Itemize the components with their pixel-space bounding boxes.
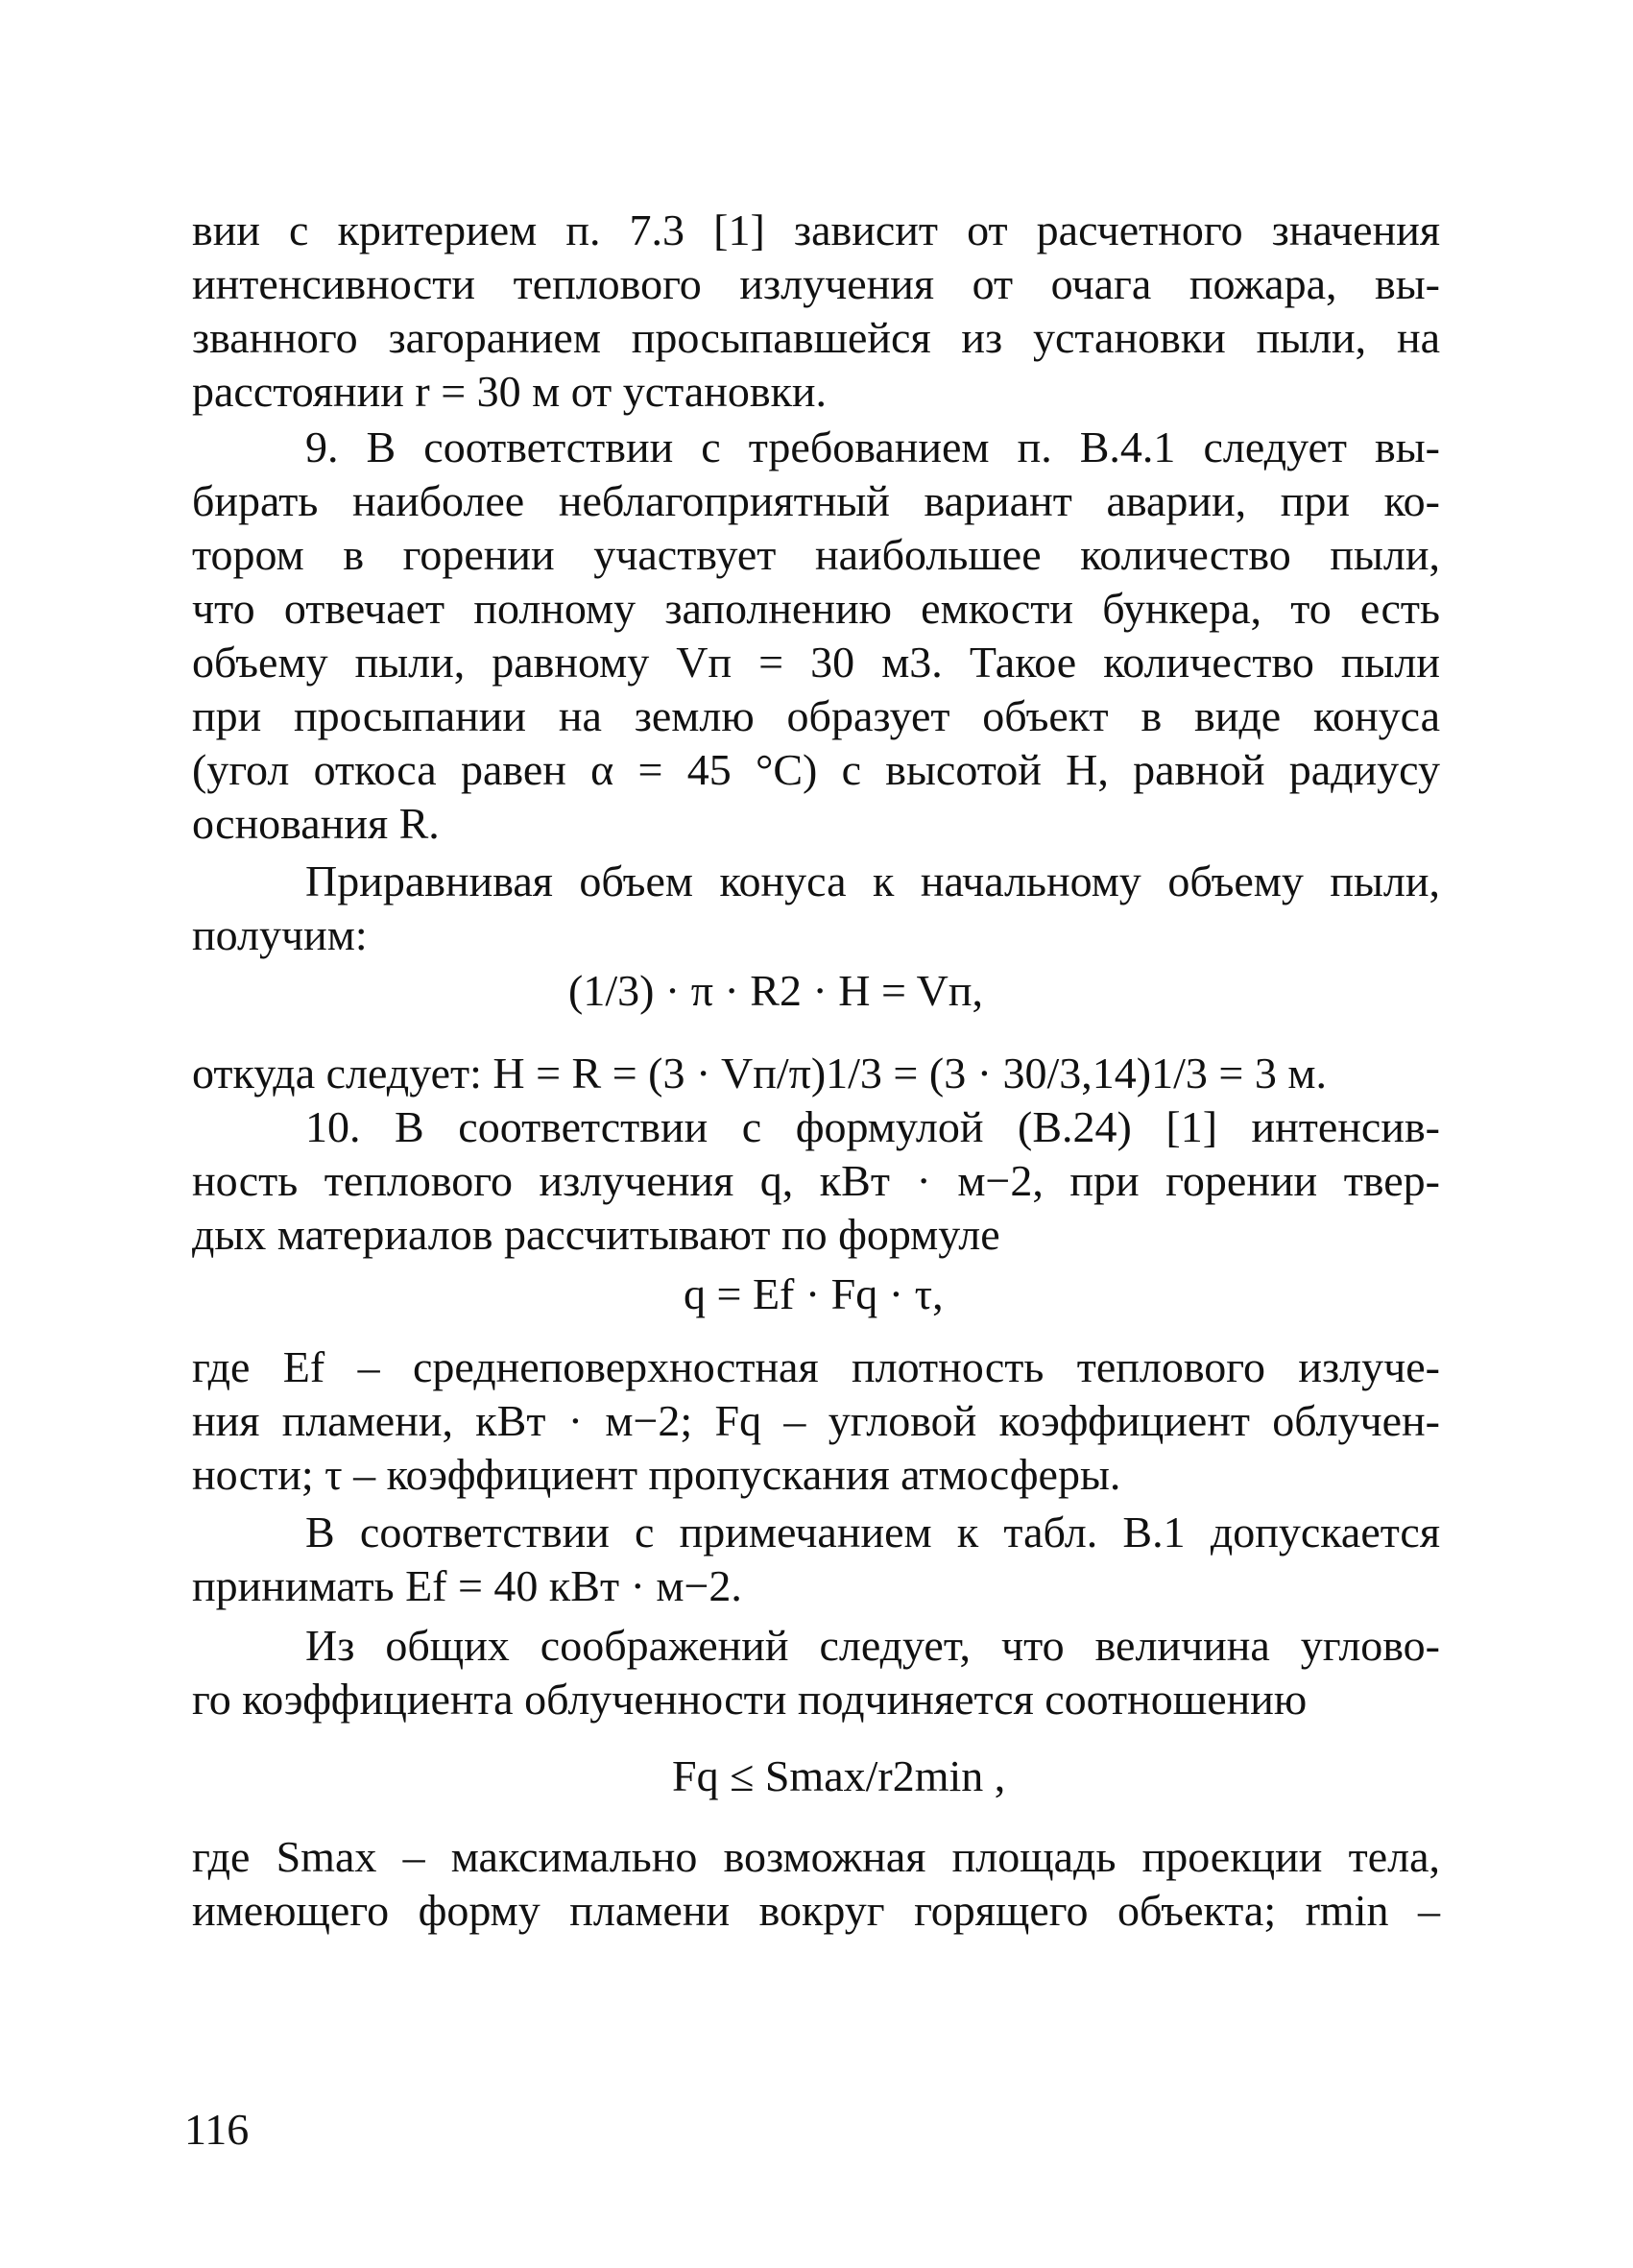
- paragraph-5: [192, 1340, 1440, 1502]
- text-line: принимать Ef = 40 кВт · м−2.: [192, 1561, 742, 1610]
- text-line: 10. В соответствии с формулой (В.24) [1] интенсив-: [305, 1102, 1440, 1151]
- paragraph-3: [192, 855, 1440, 962]
- text-line: бирать наиболее неблагоприятный вариант аварии, при ко-: [192, 476, 1440, 525]
- formula-heat-flux: q = Ef · Fq · τ,: [684, 1269, 944, 1318]
- text-line: (угол откоса равен α = 45 °С) с высотой H, равной радиусу: [192, 745, 1440, 794]
- text-line: Из общих соображений следует, что величина углово-: [305, 1621, 1440, 1670]
- text-line: 9. В соответствии с требованием п. В.4.1 следует вы-: [305, 422, 1440, 471]
- text-line: расстоянии r = 30 м от установки.: [192, 367, 828, 416]
- formula-view-factor: Fq ≤ Smax/r2min ,: [672, 1751, 1006, 1800]
- paragraph-4: [192, 1100, 1440, 1262]
- paragraph-7: [192, 1619, 1440, 1726]
- text-line: ния пламени, кВт · м−2; Fq – угловой коэффициент облучен-: [192, 1396, 1440, 1445]
- text-line: вии с критерием п. 7.3 [1] зависит от расчетного значения: [192, 205, 1440, 254]
- text-line: го коэффициента облученности подчиняется соотношению: [192, 1675, 1308, 1724]
- formula-cone-volume: (1/3) · π · R2 · H = Vп,: [568, 966, 983, 1015]
- paragraph-6: [192, 1506, 1440, 1613]
- paragraph-8: [192, 1830, 1440, 1938]
- text-line: основания R.: [192, 799, 440, 848]
- text-line: званного загоранием просыпавшейся из установки пыли, на: [192, 313, 1440, 362]
- text-line: имеющего форму пламени вокруг горящего объекта; rmin –: [192, 1886, 1440, 1935]
- text-line: при просыпании на землю образует объект в виде конуса: [192, 691, 1440, 740]
- text-line: где Smax – максимально возможная площадь проекции тела,: [192, 1832, 1440, 1881]
- paragraph-1: [192, 204, 1440, 419]
- paragraph-2: [192, 421, 1440, 851]
- text-line: ность теплового излучения q, кВт · м−2, при горении твер-: [192, 1156, 1440, 1205]
- page-number: 116: [184, 2105, 250, 2154]
- text-line: дых материалов рассчитывают по формуле: [192, 1210, 1000, 1259]
- text-line: где Ef – среднеповерхностная плотность теплового излуче-: [192, 1342, 1440, 1391]
- text-line: Приравнивая объем конуса к начальному объему пыли,: [305, 857, 1440, 905]
- text-line: получим:: [192, 910, 368, 959]
- text-line: ности; τ – коэффициент пропускания атмосферы.: [192, 1450, 1121, 1499]
- text-line: откуда следует: H = R = (3 · Vп/π)1/3 = (3 · 30/3,14)1/3 = 3 м.: [192, 1049, 1327, 1098]
- text-line: В соответствии с примечанием к табл. В.1 допускается: [305, 1508, 1440, 1556]
- result-line: [192, 1047, 1440, 1100]
- text-line: что отвечает полному заполнению емкости бункера, то есть: [192, 584, 1440, 633]
- text-line: тором в горении участвует наибольшее количество пыли,: [192, 530, 1440, 579]
- text-line: интенсивности теплового излучения от очага пожара, вы-: [192, 259, 1440, 308]
- text-line: объему пыли, равному Vп = 30 м3. Такое количество пыли: [192, 638, 1440, 687]
